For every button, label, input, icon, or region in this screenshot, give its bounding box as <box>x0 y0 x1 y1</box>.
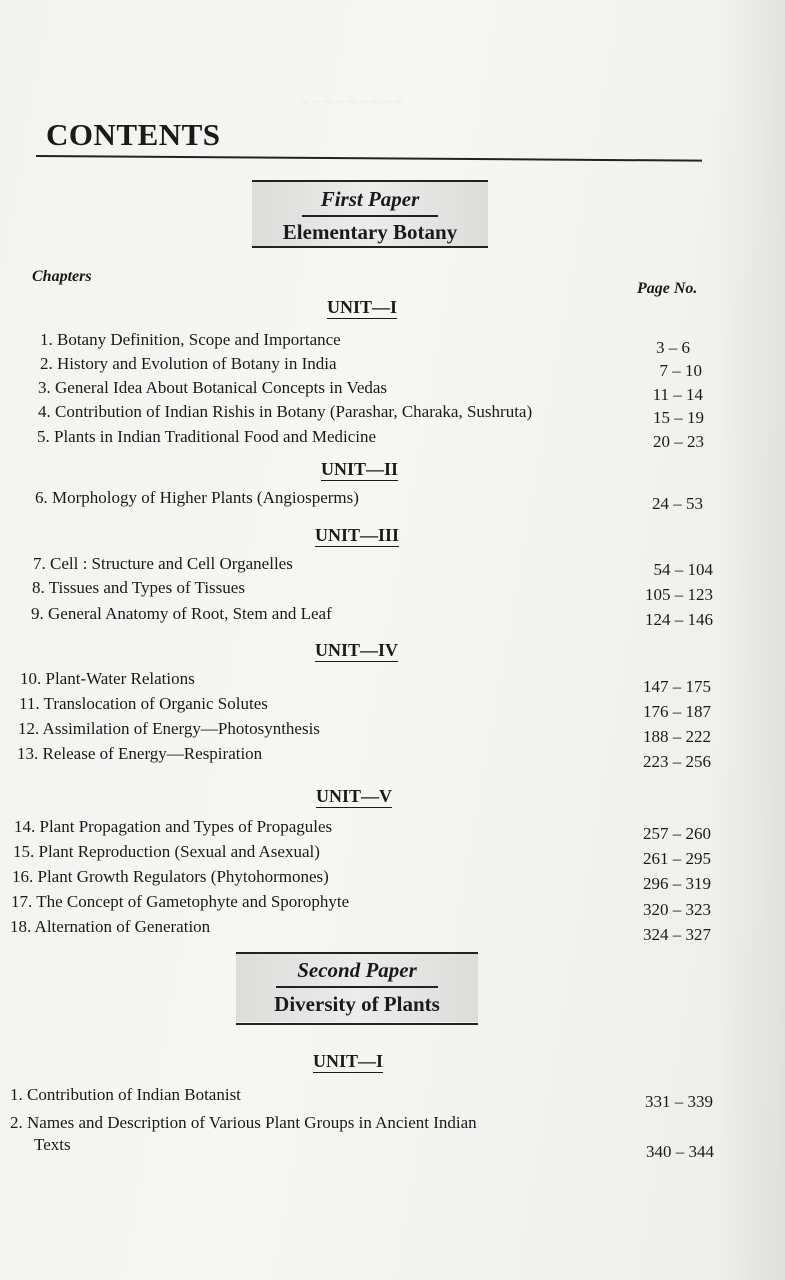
bleed-through-text: ~ ~ ~ ~ ~ ~ ~ ~ ~ <box>300 95 404 111</box>
first-paper-label: First Paper <box>320 187 420 211</box>
unit-1-heading: UNIT—I <box>327 297 398 317</box>
second-paper-label: Second Paper <box>297 958 417 982</box>
page-edge-shadow <box>715 0 785 1280</box>
toc-entry: 1. Botany Definition, Scope and Importance <box>40 330 341 349</box>
toc-entry: 7. Cell : Structure and Cell Organelles <box>33 554 293 573</box>
toc-entry: 10. Plant-Water Relations <box>20 669 195 688</box>
second-paper-subject: Diversity of Plants <box>274 992 440 1016</box>
toc-page-range: 257 – 260 <box>643 824 711 843</box>
second-unit-1-heading: UNIT—I <box>313 1051 384 1071</box>
toc-page-range: 20 – 23 <box>653 432 704 451</box>
page-title: CONTENTS <box>46 117 221 152</box>
toc-page-range: 54 – 104 <box>653 560 713 579</box>
toc-page-range: 261 – 295 <box>643 849 711 868</box>
toc-page-range: 11 – 14 <box>652 385 703 404</box>
toc-entry: 18. Alternation of Generation <box>10 917 211 936</box>
toc-entry: 2. History and Evolution of Botany in India <box>40 354 337 373</box>
toc-page-range: 7 – 10 <box>659 361 702 380</box>
first-paper-bottom-rule <box>252 246 488 248</box>
unit-3-heading: UNIT—III <box>315 525 400 545</box>
toc-entry: 5. Plants in Indian Traditional Food and Medicine <box>37 427 377 446</box>
title-rule <box>36 155 702 162</box>
toc-entry: 16. Plant Growth Regulators (Phytohormones) <box>12 867 329 886</box>
page-no-header: Page No. <box>637 280 698 297</box>
second-paper-box <box>236 954 478 1022</box>
toc-entry: 17. The Concept of Gametophyte and Sporophyte <box>11 892 350 911</box>
toc-page-range: 223 – 256 <box>643 752 711 771</box>
toc-page-range: 15 – 19 <box>653 408 704 427</box>
toc-entry: 3. General Idea About Botanical Concepts in Vedas <box>38 378 388 397</box>
toc-page-range: 331 – 339 <box>645 1092 713 1111</box>
toc-page-range: 340 – 344 <box>646 1142 714 1161</box>
toc-entry: 4. Contribution of Indian Rishis in Botany (Parashar, Charaka, Sushruta) <box>38 402 533 421</box>
second-paper-mid-rule <box>276 986 438 988</box>
unit-5-heading: UNIT—V <box>316 786 393 806</box>
toc-entry: 15. Plant Reproduction (Sexual and Asexual) <box>13 842 320 861</box>
toc-page-range: 105 – 123 <box>645 585 713 604</box>
toc-page-range: 24 – 53 <box>652 494 703 513</box>
toc-page-range: 324 – 327 <box>643 925 711 944</box>
toc-page-range: 296 – 319 <box>643 874 711 893</box>
second-paper-bottom-rule <box>236 1023 478 1025</box>
toc-entry: 12. Assimilation of Energy—Photosynthesis <box>18 719 320 738</box>
toc-page-range: 124 – 146 <box>645 610 713 629</box>
toc-entry: 13. Release of Energy—Respiration <box>17 744 263 763</box>
first-paper-subject: Elementary Botany <box>282 220 458 244</box>
toc-entry: 6. Morphology of Higher Plants (Angiosperms) <box>35 488 359 507</box>
toc-page-range: 3 – 6 <box>656 338 690 357</box>
toc-entry: 14. Plant Propagation and Types of Propagules <box>14 817 333 836</box>
toc-page-range: 147 – 175 <box>643 677 711 696</box>
toc-entry: 11. Translocation of Organic Solutes <box>19 694 268 713</box>
toc-page-range: 320 – 323 <box>643 900 711 919</box>
toc-entry: 2. Names and Description of Various Plant Groups in Ancient Indian <box>10 1113 477 1132</box>
toc-page-range: 176 – 187 <box>643 702 711 721</box>
toc-entry: 1. Contribution of Indian Botanist <box>10 1085 241 1104</box>
toc-entry: 9. General Anatomy of Root, Stem and Leaf <box>31 604 332 623</box>
first-paper-box <box>252 182 488 246</box>
unit-4-heading: UNIT—IV <box>315 640 399 660</box>
toc-page-range: 188 – 222 <box>643 727 711 746</box>
first-paper-mid-rule <box>302 215 438 217</box>
toc-entry-continuation: Texts <box>34 1135 71 1154</box>
chapters-header: Chapters <box>32 268 92 285</box>
toc-entry: 8. Tissues and Types of Tissues <box>32 578 245 597</box>
unit-2-heading: UNIT—II <box>321 459 399 479</box>
